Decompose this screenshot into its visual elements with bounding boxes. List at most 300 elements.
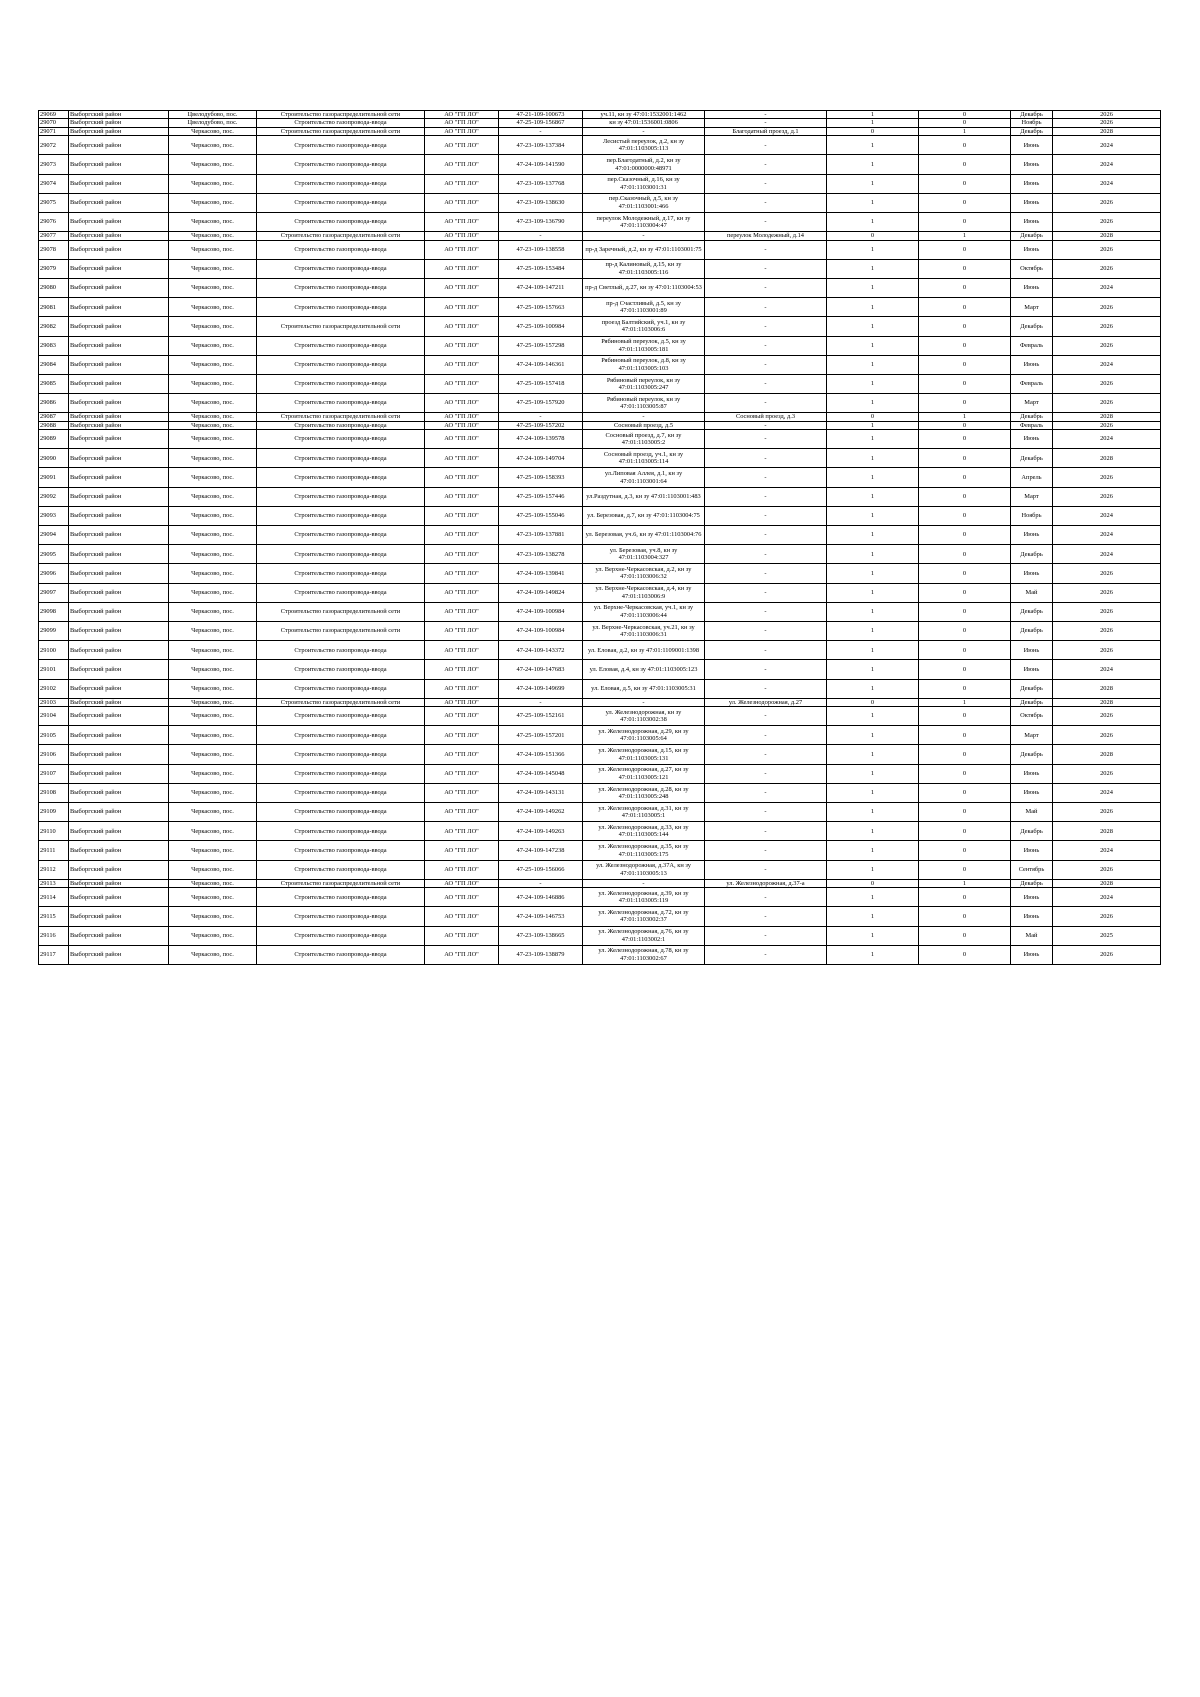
year-cell: 2026 xyxy=(1053,119,1161,127)
organization-cell: АО "ГП ЛО" xyxy=(425,907,499,926)
network-count-cell: 0 xyxy=(919,526,1011,545)
application-number-cell: 47-24-109-141590 xyxy=(499,155,583,174)
table-row xyxy=(39,879,1161,887)
application-number-cell: 47-23-109-138665 xyxy=(499,926,583,945)
network-count-cell: 0 xyxy=(919,449,1011,468)
district-cell: Выборгский район xyxy=(69,506,169,525)
work-type-cell: Строительство газораспределительной сети xyxy=(257,317,425,336)
year-cell: 2028 xyxy=(1053,822,1161,841)
network-address-cell: - xyxy=(705,783,827,802)
object-address-cell: пер.Сказочный, д.16, кн зу 47:01:1103001:31 xyxy=(583,174,705,193)
district-cell: Выборгский район xyxy=(69,374,169,393)
settlement-cell: Черкасово, пос. xyxy=(169,660,257,679)
table-row xyxy=(39,841,1161,860)
organization-cell: АО "ГП ЛО" xyxy=(425,926,499,945)
month-cell: Июнь xyxy=(1011,945,1053,964)
month-cell: Декабрь xyxy=(1011,698,1053,706)
row-number-cell: 29107 xyxy=(39,764,69,783)
settlement-cell: Черкасово, пос. xyxy=(169,841,257,860)
input-count-cell: 1 xyxy=(827,803,919,822)
network-count-cell: 0 xyxy=(919,468,1011,487)
object-address-cell: ул. Железнодорожная, д.35, кн зу 47:01:1103005:175 xyxy=(583,841,705,860)
month-cell: Июнь xyxy=(1011,240,1053,259)
input-count-cell: 1 xyxy=(827,468,919,487)
object-address-cell: пр-д Заречный, д.2, кн зу 47:01:1103001:75 xyxy=(583,240,705,259)
year-cell: 2026 xyxy=(1053,641,1161,660)
network-count-cell: 0 xyxy=(919,945,1011,964)
settlement-cell: Черкасово, пос. xyxy=(169,468,257,487)
year-cell: 2024 xyxy=(1053,506,1161,525)
application-number-cell: 47-25-109-152161 xyxy=(499,707,583,726)
month-cell: Октябрь xyxy=(1011,707,1053,726)
object-address-cell: ул. Березовая, уч.6, кн зу 47:01:1103004:76 xyxy=(583,526,705,545)
year-cell: 2026 xyxy=(1053,907,1161,926)
work-type-cell: Строительство газораспределительной сети xyxy=(257,602,425,621)
application-number-cell: 47-24-109-100984 xyxy=(499,621,583,640)
row-number-cell: 29080 xyxy=(39,278,69,297)
row-number-cell: 29084 xyxy=(39,355,69,374)
row-number-cell: 29077 xyxy=(39,232,69,240)
year-cell: 2024 xyxy=(1053,888,1161,907)
application-number-cell: 47-23-109-136790 xyxy=(499,212,583,231)
district-cell: Выборгский район xyxy=(69,232,169,240)
organization-cell: АО "ГП ЛО" xyxy=(425,155,499,174)
application-number-cell: 47-24-109-147238 xyxy=(499,841,583,860)
work-type-cell: Строительство газопровода-ввода xyxy=(257,259,425,278)
application-number-cell: 47-23-109-138278 xyxy=(499,545,583,564)
row-number-cell: 29111 xyxy=(39,841,69,860)
organization-cell: АО "ГП ЛО" xyxy=(425,336,499,355)
network-count-cell: 0 xyxy=(919,506,1011,525)
table-row xyxy=(39,679,1161,698)
network-address-cell: - xyxy=(705,822,827,841)
row-number-cell: 29098 xyxy=(39,602,69,621)
row-number-cell: 29089 xyxy=(39,430,69,449)
object-address-cell: ул. Железнодорожная, д.33, кн зу 47:01:1103005:144 xyxy=(583,822,705,841)
year-cell: 2028 xyxy=(1053,879,1161,887)
object-address-cell: Рябиновый переулок, кн зу 47:01:1103005:87 xyxy=(583,394,705,413)
work-type-cell: Строительство газопровода-ввода xyxy=(257,355,425,374)
settlement-cell: Черкасово, пос. xyxy=(169,860,257,879)
row-number-cell: 29106 xyxy=(39,745,69,764)
settlement-cell: Черкасово, пос. xyxy=(169,888,257,907)
organization-cell: АО "ГП ЛО" xyxy=(425,374,499,393)
settlement-cell: Черкасово, пос. xyxy=(169,193,257,212)
settlement-cell: Черкасово, пос. xyxy=(169,764,257,783)
object-address-cell: ул.Раздутная, д.3, кн зу 47:01:1103001:483 xyxy=(583,487,705,506)
network-count-cell: 0 xyxy=(919,907,1011,926)
application-number-cell: 47-24-109-151366 xyxy=(499,745,583,764)
month-cell: Июнь xyxy=(1011,430,1053,449)
district-cell: Выборгский район xyxy=(69,259,169,278)
input-count-cell: 1 xyxy=(827,907,919,926)
input-count-cell: 1 xyxy=(827,336,919,355)
table-row xyxy=(39,726,1161,745)
row-number-cell: 29081 xyxy=(39,298,69,317)
object-address-cell: Сосновый проезд, уч.1, кн зу 47:01:1103005:114 xyxy=(583,449,705,468)
work-type-cell: Строительство газопровода-ввода xyxy=(257,119,425,127)
network-count-cell: 0 xyxy=(919,679,1011,698)
network-address-cell: - xyxy=(705,707,827,726)
row-number-cell: 29116 xyxy=(39,926,69,945)
network-count-cell: 0 xyxy=(919,430,1011,449)
year-cell: 2026 xyxy=(1053,803,1161,822)
organization-cell: АО "ГП ЛО" xyxy=(425,298,499,317)
network-address-cell: - xyxy=(705,726,827,745)
settlement-cell: Черкасово, пос. xyxy=(169,679,257,698)
application-number-cell: 47-24-109-149263 xyxy=(499,822,583,841)
network-address-cell: - xyxy=(705,621,827,640)
table-row xyxy=(39,298,1161,317)
network-count-cell: 0 xyxy=(919,602,1011,621)
month-cell: Февраль xyxy=(1011,374,1053,393)
network-count-cell: 0 xyxy=(919,421,1011,429)
row-number-cell: 29082 xyxy=(39,317,69,336)
network-address-cell: - xyxy=(705,907,827,926)
network-count-cell: 1 xyxy=(919,232,1011,240)
row-number-cell: 29071 xyxy=(39,127,69,135)
row-number-cell: 29114 xyxy=(39,888,69,907)
table-row xyxy=(39,545,1161,564)
network-address-cell: - xyxy=(705,860,827,879)
work-type-cell: Строительство газопровода-ввода xyxy=(257,155,425,174)
month-cell: Февраль xyxy=(1011,421,1053,429)
input-count-cell: 1 xyxy=(827,430,919,449)
row-number-cell: 29109 xyxy=(39,803,69,822)
district-cell: Выборгский район xyxy=(69,764,169,783)
object-address-cell: Лесистый переулок, д.2, кн зу 47:01:1103005:113 xyxy=(583,136,705,155)
table-row xyxy=(39,193,1161,212)
organization-cell: АО "ГП ЛО" xyxy=(425,803,499,822)
network-count-cell: 0 xyxy=(919,764,1011,783)
application-number-cell: - xyxy=(499,879,583,887)
network-count-cell: 0 xyxy=(919,174,1011,193)
month-cell: Июнь xyxy=(1011,841,1053,860)
object-address-cell: ул. Железнодорожная, д.29, кн зу 47:01:1103005:64 xyxy=(583,726,705,745)
year-cell: 2026 xyxy=(1053,317,1161,336)
object-address-cell: ул. Березовая, д.7, кн зу 47:01:1103004:75 xyxy=(583,506,705,525)
organization-cell: АО "ГП ЛО" xyxy=(425,240,499,259)
table-row xyxy=(39,926,1161,945)
year-cell: 2024 xyxy=(1053,430,1161,449)
year-cell: 2024 xyxy=(1053,355,1161,374)
table-row xyxy=(39,430,1161,449)
organization-cell: АО "ГП ЛО" xyxy=(425,879,499,887)
work-type-cell: Строительство газопровода-ввода xyxy=(257,506,425,525)
year-cell: 2026 xyxy=(1053,583,1161,602)
row-number-cell: 29099 xyxy=(39,621,69,640)
application-number-cell: 47-24-109-139841 xyxy=(499,564,583,583)
network-address-cell: Благодатный проезд, д.1 xyxy=(705,127,827,135)
network-address-cell: переулок Молодежный, д.14 xyxy=(705,232,827,240)
input-count-cell: 0 xyxy=(827,413,919,421)
settlement-cell: Черкасово, пос. xyxy=(169,449,257,468)
district-cell: Выборгский район xyxy=(69,803,169,822)
month-cell: Ноябрь xyxy=(1011,119,1053,127)
organization-cell: АО "ГП ЛО" xyxy=(425,602,499,621)
object-address-cell: - xyxy=(583,698,705,706)
network-address-cell: - xyxy=(705,468,827,487)
input-count-cell: 1 xyxy=(827,278,919,297)
input-count-cell: 1 xyxy=(827,926,919,945)
settlement-cell: Черкасово, пос. xyxy=(169,641,257,660)
organization-cell: АО "ГП ЛО" xyxy=(425,468,499,487)
application-number-cell: 47-25-109-100984 xyxy=(499,317,583,336)
network-count-cell: 0 xyxy=(919,822,1011,841)
network-count-cell: 0 xyxy=(919,487,1011,506)
year-cell: 2024 xyxy=(1053,783,1161,802)
table-row xyxy=(39,564,1161,583)
network-count-cell: 0 xyxy=(919,374,1011,393)
application-number-cell: 47-24-109-145048 xyxy=(499,764,583,783)
work-type-cell: Строительство газораспределительной сети xyxy=(257,621,425,640)
object-address-cell: пр-д Счастливый, д.5, кн зу 47:01:1103001:89 xyxy=(583,298,705,317)
application-number-cell: 47-25-109-157418 xyxy=(499,374,583,393)
work-type-cell: Строительство газопровода-ввода xyxy=(257,841,425,860)
table-row xyxy=(39,155,1161,174)
network-address-cell: - xyxy=(705,317,827,336)
application-number-cell: 47-25-109-157920 xyxy=(499,394,583,413)
work-type-cell: Строительство газопровода-ввода xyxy=(257,660,425,679)
table-row xyxy=(39,232,1161,240)
object-address-cell: пер.Сказочный, д.5, кн зу 47:01:1103001:466 xyxy=(583,193,705,212)
table-row xyxy=(39,127,1161,135)
table-row xyxy=(39,803,1161,822)
row-number-cell: 29110 xyxy=(39,822,69,841)
organization-cell: АО "ГП ЛО" xyxy=(425,487,499,506)
application-number-cell: 47-25-109-156066 xyxy=(499,860,583,879)
organization-cell: АО "ГП ЛО" xyxy=(425,660,499,679)
input-count-cell: 0 xyxy=(827,879,919,887)
work-type-cell: Строительство газопровода-ввода xyxy=(257,726,425,745)
object-address-cell: ул.Липовая Аллея, д.1, кн зу 47:01:1103001:64 xyxy=(583,468,705,487)
district-cell: Выборгский район xyxy=(69,336,169,355)
district-cell: Выборгский район xyxy=(69,879,169,887)
table-row xyxy=(39,822,1161,841)
input-count-cell: 1 xyxy=(827,119,919,127)
application-number-cell: 47-24-109-146361 xyxy=(499,355,583,374)
month-cell: Июнь xyxy=(1011,155,1053,174)
year-cell: 2026 xyxy=(1053,298,1161,317)
month-cell: Май xyxy=(1011,926,1053,945)
network-count-cell: 0 xyxy=(919,803,1011,822)
input-count-cell: 1 xyxy=(827,641,919,660)
row-number-cell: 29074 xyxy=(39,174,69,193)
organization-cell: АО "ГП ЛО" xyxy=(425,698,499,706)
table-row xyxy=(39,698,1161,706)
work-type-cell: Строительство газораспределительной сети xyxy=(257,879,425,887)
table-row xyxy=(39,278,1161,297)
input-count-cell: 1 xyxy=(827,155,919,174)
table-row xyxy=(39,240,1161,259)
district-cell: Выборгский район xyxy=(69,317,169,336)
network-address-cell: - xyxy=(705,240,827,259)
network-count-cell: 1 xyxy=(919,698,1011,706)
district-cell: Выборгский район xyxy=(69,841,169,860)
input-count-cell: 1 xyxy=(827,860,919,879)
application-number-cell: - xyxy=(499,698,583,706)
object-address-cell: ул. Железнодорожная, кн зу 47:01:1103002:38 xyxy=(583,707,705,726)
year-cell: 2024 xyxy=(1053,545,1161,564)
table-row xyxy=(39,888,1161,907)
month-cell: Май xyxy=(1011,583,1053,602)
work-type-cell: Строительство газопровода-ввода xyxy=(257,764,425,783)
month-cell: Июнь xyxy=(1011,526,1053,545)
settlement-cell: Черкасово, пос. xyxy=(169,336,257,355)
network-address-cell: - xyxy=(705,841,827,860)
network-address-cell: - xyxy=(705,526,827,545)
year-cell: 2024 xyxy=(1053,155,1161,174)
input-count-cell: 1 xyxy=(827,240,919,259)
district-cell: Выборгский район xyxy=(69,641,169,660)
application-number-cell: 47-25-109-153484 xyxy=(499,259,583,278)
network-count-cell: 1 xyxy=(919,413,1011,421)
network-address-cell: ул. Железнодорожная, д.37-а xyxy=(705,879,827,887)
year-cell: 2028 xyxy=(1053,232,1161,240)
work-type-cell: Строительство газопровода-ввода xyxy=(257,136,425,155)
month-cell: Июнь xyxy=(1011,660,1053,679)
month-cell: Март xyxy=(1011,394,1053,413)
district-cell: Выборгский район xyxy=(69,698,169,706)
settlement-cell: Черкасово, пос. xyxy=(169,783,257,802)
month-cell: Октябрь xyxy=(1011,259,1053,278)
year-cell: 2024 xyxy=(1053,526,1161,545)
district-cell: Выборгский район xyxy=(69,707,169,726)
organization-cell: АО "ГП ЛО" xyxy=(425,430,499,449)
year-cell: 2026 xyxy=(1053,945,1161,964)
row-number-cell: 29078 xyxy=(39,240,69,259)
settlement-cell: Черкасово, пос. xyxy=(169,240,257,259)
application-number-cell: 47-24-109-143131 xyxy=(499,783,583,802)
organization-cell: АО "ГП ЛО" xyxy=(425,841,499,860)
application-number-cell: 47-25-109-157446 xyxy=(499,487,583,506)
organization-cell: АО "ГП ЛО" xyxy=(425,888,499,907)
district-cell: Выборгский район xyxy=(69,822,169,841)
network-count-cell: 0 xyxy=(919,726,1011,745)
work-type-cell: Строительство газопровода-ввода xyxy=(257,430,425,449)
network-count-cell: 0 xyxy=(919,111,1011,119)
month-cell: Июнь xyxy=(1011,888,1053,907)
table-row xyxy=(39,583,1161,602)
application-number-cell: 47-25-109-157202 xyxy=(499,421,583,429)
table-row xyxy=(39,259,1161,278)
settlement-cell: Черкасово, пос. xyxy=(169,212,257,231)
work-type-cell: Строительство газопровода-ввода xyxy=(257,298,425,317)
organization-cell: АО "ГП ЛО" xyxy=(425,726,499,745)
input-count-cell: 0 xyxy=(827,698,919,706)
organization-cell: АО "ГП ЛО" xyxy=(425,278,499,297)
network-count-cell: 0 xyxy=(919,278,1011,297)
network-address-cell: - xyxy=(705,583,827,602)
input-count-cell: 1 xyxy=(827,174,919,193)
application-number-cell: - xyxy=(499,413,583,421)
district-cell: Выборгский район xyxy=(69,193,169,212)
network-address-cell: - xyxy=(705,155,827,174)
organization-cell: АО "ГП ЛО" xyxy=(425,526,499,545)
row-number-cell: 29091 xyxy=(39,468,69,487)
table-row xyxy=(39,413,1161,421)
district-cell: Выборгский район xyxy=(69,111,169,119)
organization-cell: АО "ГП ЛО" xyxy=(425,545,499,564)
application-number-cell: - xyxy=(499,127,583,135)
row-number-cell: 29113 xyxy=(39,879,69,887)
district-cell: Выборгский район xyxy=(69,526,169,545)
application-number-cell: 47-23-109-137384 xyxy=(499,136,583,155)
table-row xyxy=(39,394,1161,413)
district-cell: Выборгский район xyxy=(69,127,169,135)
network-address-cell: - xyxy=(705,926,827,945)
application-number-cell: - xyxy=(499,232,583,240)
month-cell: Декабрь xyxy=(1011,602,1053,621)
network-address-cell: - xyxy=(705,119,827,127)
input-count-cell: 1 xyxy=(827,545,919,564)
row-number-cell: 29104 xyxy=(39,707,69,726)
year-cell: 2026 xyxy=(1053,621,1161,640)
month-cell: Сентябрь xyxy=(1011,860,1053,879)
network-count-cell: 0 xyxy=(919,783,1011,802)
input-count-cell: 1 xyxy=(827,783,919,802)
object-address-cell: ул. Железнодорожная, д.37А, кн зу 47:01:1103005:13 xyxy=(583,860,705,879)
table-row xyxy=(39,136,1161,155)
input-count-cell: 1 xyxy=(827,583,919,602)
input-count-cell: 1 xyxy=(827,259,919,278)
network-count-cell: 0 xyxy=(919,641,1011,660)
work-type-cell: Строительство газопровода-ввода xyxy=(257,907,425,926)
input-count-cell: 1 xyxy=(827,111,919,119)
year-cell: 2026 xyxy=(1053,564,1161,583)
table-row xyxy=(39,707,1161,726)
district-cell: Выборгский район xyxy=(69,726,169,745)
work-type-cell: Строительство газопровода-ввода xyxy=(257,394,425,413)
input-count-cell: 1 xyxy=(827,745,919,764)
year-cell: 2028 xyxy=(1053,449,1161,468)
network-address-cell: - xyxy=(705,430,827,449)
settlement-cell: Черкасово, пос. xyxy=(169,822,257,841)
district-cell: Выборгский район xyxy=(69,298,169,317)
district-cell: Выборгский район xyxy=(69,545,169,564)
work-type-cell: Строительство газопровода-ввода xyxy=(257,945,425,964)
month-cell: Июнь xyxy=(1011,564,1053,583)
input-count-cell: 1 xyxy=(827,841,919,860)
network-address-cell: - xyxy=(705,421,827,429)
input-count-cell: 1 xyxy=(827,298,919,317)
table-row xyxy=(39,119,1161,127)
network-count-cell: 0 xyxy=(919,136,1011,155)
month-cell: Июнь xyxy=(1011,278,1053,297)
organization-cell: АО "ГП ЛО" xyxy=(425,449,499,468)
month-cell: Март xyxy=(1011,487,1053,506)
row-number-cell: 29090 xyxy=(39,449,69,468)
work-type-cell: Строительство газопровода-ввода xyxy=(257,583,425,602)
district-cell: Выборгский район xyxy=(69,602,169,621)
table-row xyxy=(39,783,1161,802)
application-number-cell: 47-24-109-147211 xyxy=(499,278,583,297)
input-count-cell: 1 xyxy=(827,136,919,155)
application-number-cell: 47-24-109-139578 xyxy=(499,430,583,449)
organization-cell: АО "ГП ЛО" xyxy=(425,679,499,698)
settlement-cell: Черкасово, пос. xyxy=(169,374,257,393)
network-address-cell: - xyxy=(705,745,827,764)
settlement-cell: Черкасово, пос. xyxy=(169,298,257,317)
year-cell: 2028 xyxy=(1053,745,1161,764)
year-cell: 2026 xyxy=(1053,707,1161,726)
table-row xyxy=(39,317,1161,336)
application-number-cell: 47-24-109-149704 xyxy=(499,449,583,468)
table-row xyxy=(39,745,1161,764)
object-address-cell: - xyxy=(583,879,705,887)
year-cell: 2026 xyxy=(1053,726,1161,745)
month-cell: Декабрь xyxy=(1011,127,1053,135)
